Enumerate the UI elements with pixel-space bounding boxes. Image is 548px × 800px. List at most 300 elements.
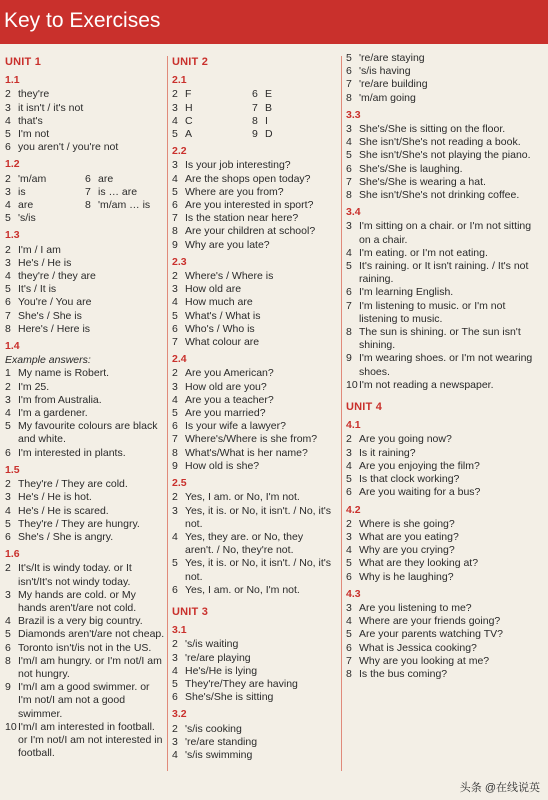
answer-text: She's/She is sitting on the floor. [359,123,506,136]
answer-text: 's/is having [359,65,411,78]
answer-item [5,115,165,128]
answer-item [5,381,165,394]
answer-text: She's/She is laughing. [359,162,463,175]
answer-item [346,123,536,136]
answer-text: that's [18,114,43,127]
page-header [0,0,548,44]
answer-text: Where is she going? [359,517,455,530]
answer-item [172,491,332,504]
answer-number: 3 [172,651,178,664]
answer-text: Why is he laughing? [359,570,454,583]
answer-text: What's / What is [185,309,261,322]
answer-number: 4 [346,544,352,557]
answer-list [172,638,332,704]
answer-item [5,491,165,504]
answer-text: Diamonds aren't/are not cheap. [18,628,165,641]
answer-number: 7 [85,185,91,198]
answer-item [172,270,332,283]
answer-item [172,505,332,531]
answer-text: She's/She is sitting [185,691,274,704]
answer-list [346,433,536,499]
answer-list [5,478,165,544]
answer-text: it isn't / it's not [18,101,84,114]
section-label: 1.4 [5,340,20,353]
answer-text: I'm learning English. [359,286,454,299]
answer-item [5,420,165,446]
answer-number: 10 [5,720,17,733]
answer-text: Is the bus coming? [359,667,448,680]
section-label: 3.2 [172,708,187,721]
answer-text: are [98,172,114,185]
answer-item [172,723,332,736]
answer-number: 3 [346,220,352,233]
answer-text: Yes, they are. or No, they aren't. / No, they're not. [185,530,304,557]
answer-number: 4 [5,114,11,127]
answer-number: 2 [5,562,11,575]
answer-text: How old is she? [185,459,260,472]
answer-number: 7 [172,433,178,446]
answer-item [5,628,165,641]
answer-number: 5 [5,628,11,641]
column-3 [346,52,536,681]
answer-list [346,220,536,392]
answer-item [346,668,536,681]
answer-text: He's / He is [18,256,72,269]
answer-item [172,212,332,225]
answer-item [346,447,536,460]
answer-item [346,571,536,584]
answer-text: Yes, it is. or No, it isn't. / No, it's not. [185,557,332,583]
column-divider [167,56,168,771]
answer-number: 3 [172,504,178,517]
answer-item [172,323,332,336]
answer-item [346,52,536,65]
answer-item [172,394,332,407]
answer-number: 4 [5,504,11,517]
answer-text: Are you married? [185,407,266,420]
answer-text: I'm sitting on a chair. or I'm not sitting on a chair. [359,220,532,246]
answer-text: It's/It is windy today. or It isn't/It's not windy today. [18,562,132,588]
answer-number: 4 [172,172,178,185]
answer-item [346,655,536,668]
answer-number: 3 [5,393,11,406]
answer-number: 6 [346,65,352,78]
answer-text: Is the station near here? [185,212,299,225]
answer-text: How old are you? [185,380,267,393]
answer-text: It's / It is [18,283,57,296]
answer-number: 8 [346,667,352,680]
answer-text: She's / She is angry. [18,530,114,543]
answer-number: 5 [346,473,352,486]
answer-number: 7 [346,78,352,91]
answer-text: 's/is swimming [185,748,253,761]
answer-text: A [185,128,193,141]
answer-number: 2 [172,638,178,651]
answer-item [172,407,332,420]
answer-number: 2 [346,517,352,530]
answer-item [5,102,165,115]
answer-text: C [185,114,193,127]
answer-item [5,478,165,491]
answer-item [5,447,165,460]
answer-text: What are you eating? [359,530,459,543]
answer-text: Why are you crying? [359,544,455,557]
answer-text: My hands are cold. or My hands aren't/are not cold. [18,588,137,614]
section-label: 1.2 [5,158,20,171]
answer-text: Are your children at school? [185,225,316,238]
answer-text: they're [18,88,50,101]
answer-number: 5 [5,420,11,433]
section-label: 3.1 [172,624,187,637]
answer-number: 6 [172,420,178,433]
section-label: 4.1 [346,419,361,432]
answer-number: 2 [172,722,178,735]
answer-number: 5 [172,407,178,420]
answer-text: Is your job interesting? [185,159,291,172]
answer-item [172,433,332,446]
answer-text: I'm/I am hungry. or I'm not/I am not hungry. [18,654,162,680]
answer-item [5,367,165,380]
answer-text: He's / He is hot. [18,491,92,504]
answer-text [98,212,165,225]
answer-text: Yes, I am. or No, I'm not. [185,491,300,504]
answer-item [5,562,165,588]
answer-list [172,491,332,597]
answer-text: Why are you late? [185,238,270,251]
answer-item [5,296,165,309]
answer-item [346,486,536,499]
answer-text: Where are you from? [185,185,284,198]
answer-number: 2 [5,172,11,185]
column-2 [172,52,332,762]
answer-number: 5 [172,128,178,141]
answer-text: Are you a teacher? [185,393,274,406]
answer-text: He's / He is scared. [18,504,109,517]
answer-text: She's / She is [18,309,82,322]
answer-item [172,678,332,691]
answer-number: 4 [346,459,352,472]
answer-item [346,136,536,149]
answer-number: 4 [172,114,178,127]
answer-item [346,518,536,531]
answer-item [346,433,536,446]
answer-text: She's/She is wearing a hat. [359,175,486,188]
answer-text: My favourite colours are black and white. [18,420,158,446]
answer-list [5,562,165,760]
answer-text: Brazil is a very big country. [18,615,143,628]
answer-number: 2 [346,433,352,446]
answer-item [5,141,165,154]
answer-number: 5 [346,557,352,570]
answer-grid [172,88,332,141]
answer-text: I [265,114,268,127]
section-label: 4.3 [346,587,361,600]
answer-item [172,652,332,665]
answer-text: She isn't/She's not drinking coffee. [359,189,520,202]
answer-number: 3 [346,123,352,136]
answer-item [346,286,536,299]
answer-text: They're / They are hungry. [18,517,140,530]
answer-item [346,473,536,486]
unit-heading: UNIT 3 [172,605,209,618]
answer-item [5,655,165,681]
answer-text: 'm/am … is [98,199,151,212]
answer-item [346,220,536,246]
answer-text: E [265,88,273,101]
answer-number: 6 [85,172,91,185]
answer-number: 5 [5,212,11,225]
answer-text: I'm / I am [18,243,61,256]
answer-item [5,128,165,141]
answer-number: 6 [172,691,178,704]
answer-text: are [18,199,34,212]
answer-item [5,270,165,283]
answer-number: 2 [172,367,178,380]
column-1 [5,52,165,760]
answer-number: 6 [252,88,258,101]
answer-number: 6 [5,296,11,309]
answer-number: 3 [5,185,11,198]
answer-text: F [185,88,192,101]
answer-list [172,723,332,763]
answer-number: 5 [5,128,11,141]
answer-item [346,149,536,162]
answer-number [85,212,98,225]
section-label: 1.1 [5,74,20,87]
answer-number: 10 [346,378,358,391]
answer-number: 2 [5,478,11,491]
answer-text: Toronto isn't/is not in the US. [18,641,152,654]
column-divider [341,56,342,771]
answer-text: 're/are standing [185,735,258,748]
section-label: 4.2 [346,503,361,516]
answer-item [172,420,332,433]
answer-number: 8 [5,654,11,667]
answer-text: What colour are [185,336,260,349]
answer-number: 4 [5,407,11,420]
answer-item [172,173,332,186]
answer-list [172,367,332,473]
answer-number: 3 [172,735,178,748]
answer-number: 8 [346,326,352,339]
answer-number: 7 [172,212,178,225]
answer-item [172,367,332,380]
answer-list [346,123,536,202]
answer-text: I'm from Australia. [18,393,102,406]
answer-item [346,300,536,326]
answer-text: I'm interested in plants. [18,446,126,459]
answer-text: 's/is cooking [185,722,242,735]
answer-item [346,642,536,655]
answer-item [346,544,536,557]
answer-number: 4 [172,748,178,761]
answer-number: 1 [5,367,11,380]
answer-number: 6 [346,570,352,583]
answer-text: B [265,101,273,114]
answer-list [346,52,536,105]
answer-item [5,505,165,518]
section-label: 1.3 [5,229,20,242]
answer-number: 4 [5,615,11,628]
answer-text: Is that clock working? [359,473,460,486]
answer-number: 3 [5,101,11,114]
answer-text: Where's / Where is [185,270,274,283]
answer-number: 7 [346,654,352,667]
answer-text: She isn't/She's not playing the piano. [359,149,531,162]
answer-item [172,381,332,394]
answer-text: They're/They are having [185,677,298,690]
answer-number: 9 [252,128,258,141]
answer-number: 3 [346,530,352,543]
answer-text: Are you enjoying the film? [359,459,480,472]
answer-text: is … are [98,185,138,198]
answer-item [172,638,332,651]
answer-item [172,447,332,460]
answer-number: 5 [5,517,11,530]
answer-text: Are you waiting for a bus? [359,486,481,499]
answer-text: Are you interested in sport? [185,199,314,212]
answer-number: 6 [346,641,352,654]
answer-number: 5 [172,309,178,322]
section-label: 1.5 [5,463,20,476]
answer-item [346,260,536,286]
section-label: 2.3 [172,255,187,268]
answer-number: 4 [172,530,178,543]
answer-number: 3 [5,256,11,269]
answer-list [5,367,165,459]
page-title: Key to Exercises [4,9,161,32]
answer-number: 4 [172,393,178,406]
answer-grid [5,173,165,226]
answer-text: The sun is shining. or The sun isn't shining. [359,326,521,352]
answer-number: 9 [5,681,11,694]
answer-text: D [265,128,273,141]
answer-number: 3 [5,588,11,601]
answer-number: 4 [346,246,352,259]
answer-text: I'm a gardener. [18,407,88,420]
answer-text: 's/is waiting [185,638,239,651]
section-label: 2.2 [172,145,187,158]
answer-number: 3 [172,283,178,296]
answer-number: 8 [346,91,352,104]
answer-item [346,65,536,78]
answer-item [172,460,332,473]
answer-text: 'm/am going [359,91,416,104]
answer-number: 2 [172,88,178,101]
answer-number: 9 [172,238,178,251]
answer-number: 3 [346,601,352,614]
answer-item [346,531,536,544]
answer-text: I'm 25. [18,380,50,393]
answer-item [346,628,536,641]
answer-number: 6 [5,141,11,154]
answer-text: 'm/am [18,172,47,185]
section-label: 2.1 [172,74,187,87]
answer-item [346,352,536,378]
answer-text: Who's / Who is [185,322,255,335]
answer-number: 6 [346,162,352,175]
answer-item [5,88,165,101]
answer-item [172,749,332,762]
answer-text: Here's / Here is [18,322,91,335]
answer-item [172,336,332,349]
answer-number: 7 [346,299,352,312]
answer-text: I'm wearing shoes. or I'm not wearing shoes. [359,352,533,378]
answer-list [5,88,165,154]
answer-item [172,296,332,309]
section-label: 3.3 [346,108,361,121]
answer-text: What are they looking at? [359,557,479,570]
answer-number: 6 [172,583,178,596]
answer-item [346,163,536,176]
answer-item [172,310,332,323]
answer-item [5,244,165,257]
answer-number: 3 [346,446,352,459]
answer-text: they're / they are [18,270,96,283]
answer-text: Yes, I am. or No, I'm not. [185,583,300,596]
answer-text: is [18,185,26,198]
answer-list [5,244,165,336]
answer-number: 6 [346,286,352,299]
answer-text: Where's/Where is she from? [185,433,318,446]
section-label: 2.5 [172,477,187,490]
answer-item [172,199,332,212]
unit-heading: UNIT 4 [346,401,383,414]
answer-item [172,531,332,557]
answer-text: I'm not [18,128,50,141]
answer-text: They're / They are cold. [18,478,128,491]
answer-number: 9 [172,459,178,472]
answer-number: 5 [172,677,178,690]
answer-text: 're/are building [359,78,428,91]
answer-item [346,326,536,352]
answer-number: 6 [5,530,11,543]
answer-text: She isn't/She's not reading a book. [359,136,521,149]
answer-item [172,186,332,199]
answer-number: 2 [172,270,178,283]
answer-number: 5 [346,149,352,162]
answer-number: 8 [252,114,258,127]
answer-list [346,518,536,584]
unit-heading: UNIT 1 [5,56,42,68]
answer-number: 7 [252,101,258,114]
answer-number: 5 [346,628,352,641]
answer-item [172,691,332,704]
answer-text: Why are you looking at me? [359,654,490,667]
answer-number: 5 [346,52,352,64]
answer-number: 2 [5,88,11,101]
answer-text: 's/is [18,212,36,225]
answer-item [172,557,332,583]
answer-text: you aren't / you're not [18,141,119,154]
section-label: 3.4 [346,206,361,219]
answer-item [172,159,332,172]
answer-number: 6 [172,199,178,212]
answer-number: 8 [172,446,178,459]
answer-number: 6 [172,322,178,335]
answer-item [346,602,536,615]
answer-text: My name is Robert. [18,367,110,380]
answer-number: 6 [346,486,352,499]
answer-number: 6 [5,641,11,654]
answer-item [346,379,536,392]
answer-number: 3 [5,491,11,504]
answer-text: 're/are staying [359,52,425,64]
answer-item [346,557,536,570]
answer-item [172,665,332,678]
answer-item [5,407,165,420]
answer-number: 8 [85,199,91,212]
